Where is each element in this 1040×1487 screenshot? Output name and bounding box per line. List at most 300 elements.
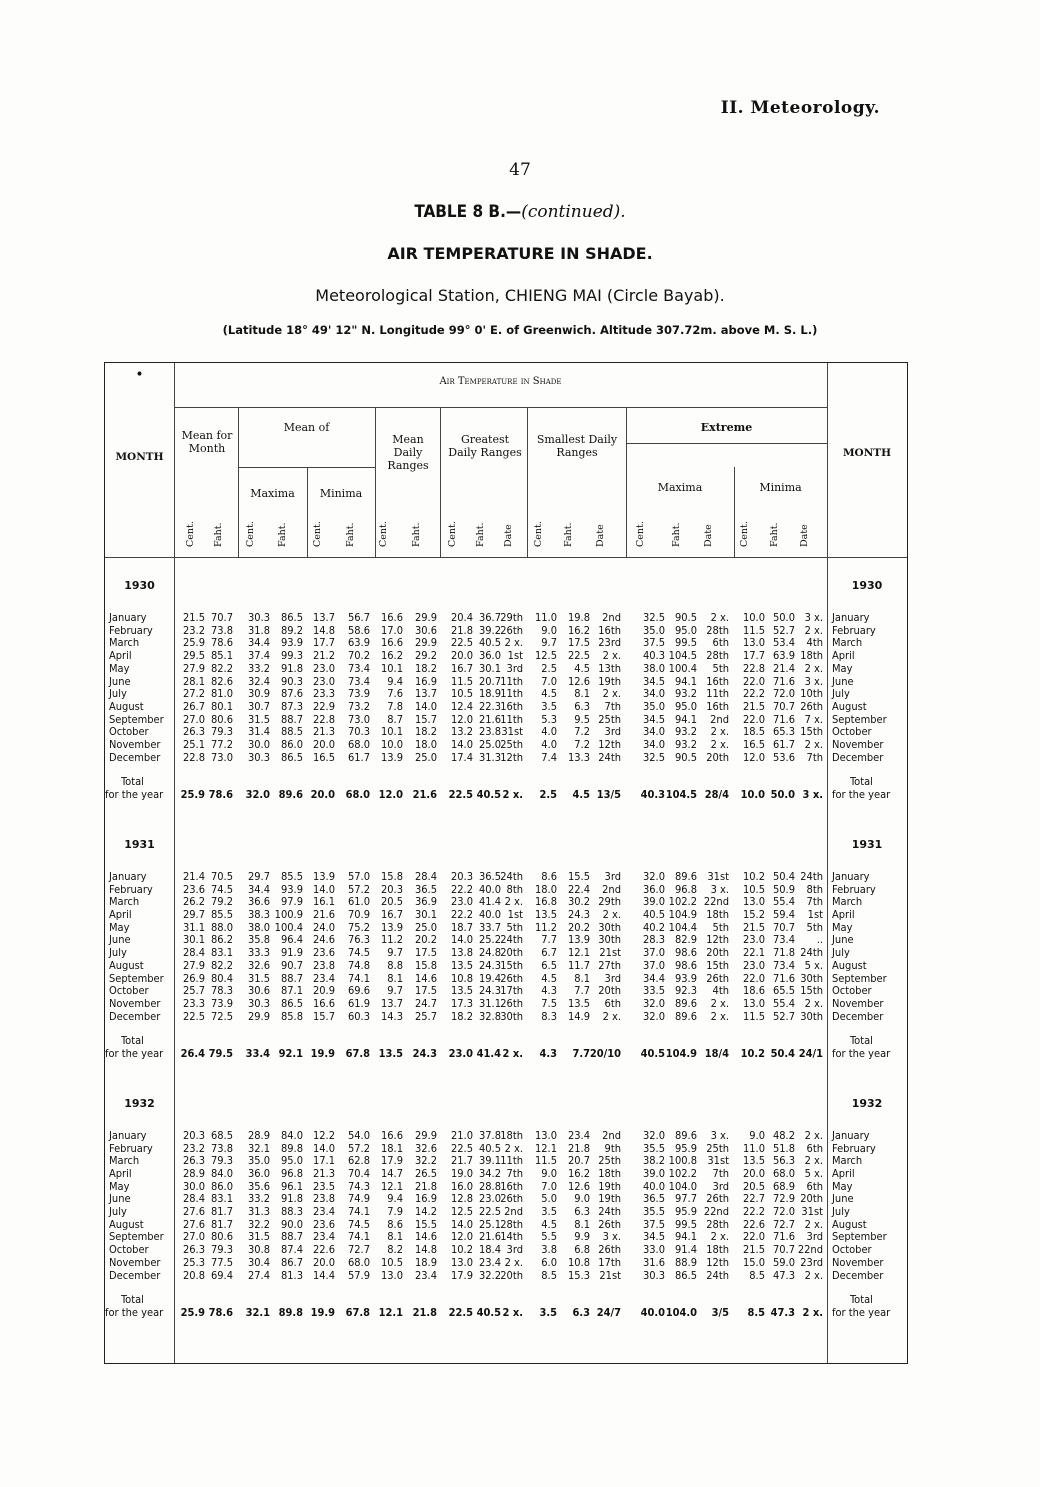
mean-of-header: Mean of [283,421,330,434]
month-label-right: March [832,1154,863,1168]
table-cell: 18th [500,1128,523,1142]
table-cell: 14.6 [414,971,437,985]
table-cell: 10.2 [450,1243,473,1257]
table-cell: 104.0 [668,1179,697,1193]
table-cell: 29.9 [414,611,437,624]
table-row [105,1192,907,1205]
table-cell: 24.3 [567,908,590,921]
table-cell: 35.0 [642,623,665,637]
table-cell: 11.5 [742,1009,765,1023]
table-cell: 21.5 [742,920,765,934]
table-cell: 59.4 [772,908,795,921]
month-label: July [109,1205,127,1218]
table-row [105,997,907,1010]
table-cell: 93.9 [280,636,303,650]
table-cell: 30.4 [247,1255,270,1269]
table-cell: 14.0 [312,1141,335,1155]
temperature-table [104,362,908,1364]
table-cell: 34.0 [642,738,665,751]
table-cell: 1st [507,908,523,921]
table-cell: 68.0 [772,1166,795,1180]
month-label-right: November [832,1255,884,1269]
table-cell: 78.6 [208,1305,233,1319]
month-label-right: August [832,1217,867,1231]
extreme-header: Extreme [700,421,753,434]
table-cell: 15.5 [567,869,590,883]
table-cell: 15th [800,725,823,739]
table-cell: 6th [712,636,729,650]
table-cell: 24th [598,1205,621,1218]
table-cell: 11.7 [567,958,590,972]
table-cell: 93.2 [674,687,697,701]
table-cell: 22.4 [567,882,590,896]
table-cell: 30th [598,920,621,934]
table-cell: 23.5 [312,1179,335,1193]
total-row [105,1306,907,1319]
table-cell: 28.9 [182,1166,205,1180]
table-cell: 18.6 [742,984,765,998]
table-cell: 2 x. [804,1268,823,1282]
table-cell: 22.5 [448,1305,473,1319]
table-cell: 96.8 [280,1166,303,1180]
table-cell: 79.3 [210,1154,233,1168]
table-cell: 30.3 [247,750,270,764]
table-cell: 18.4 [478,1243,501,1257]
station-name: Meteorological Station, CHIENG MAI (Circle Bayab). [315,286,725,305]
table-cell: 21.8 [450,623,473,637]
table-cell: 26.3 [182,725,205,739]
table-cell: 23.0 [312,674,335,688]
table-cell: 37.4 [247,649,270,663]
table-cell: 34.4 [642,971,665,985]
table-cell: 18.0 [414,738,437,751]
table-cell: 88.9 [674,1255,697,1269]
table-cell: 12th [598,738,621,751]
month-label-right: May [832,661,853,675]
table-cell: 83.1 [210,946,233,960]
table-cell: 16th [500,699,523,713]
month-label: March [109,636,140,650]
table-cell: 6.7 [541,946,557,960]
table-cell: 4.5 [541,971,557,985]
table-cell: 11th [706,687,729,701]
table-cell: 16.5 [312,750,335,764]
month-label-right: February [832,882,876,896]
total-label-left: Total [121,775,144,789]
table-row [105,624,907,637]
table-cell: 30th [800,1009,823,1023]
table-cell: 16.6 [380,1128,403,1142]
table-cell: 20.2 [414,933,437,947]
table-cell: 11.2 [534,920,557,934]
table-cell: 17.7 [312,636,335,650]
table-cell: 26th [800,699,823,713]
table-cell: 5th [712,920,729,934]
table-cell: 23.0 [312,661,335,675]
extreme-maxima-header: Maxima [657,481,703,494]
table-cell: 13.7 [312,611,335,624]
page-number: 47 [509,160,531,180]
month-label: October [109,984,149,998]
unit-label-cent: Cent. [739,521,750,547]
table-cell: 78.3 [210,984,233,998]
month-label-right: October [832,725,872,739]
table-cell: 31.5 [247,712,270,726]
table-cell: 22.9 [312,699,335,713]
table-cell: 8.8 [387,958,403,972]
table-cell: 28.8 [478,1179,501,1193]
table-cell: 22.0 [742,712,765,726]
month-column-header-right: MONTH [842,447,892,459]
table-cell: 27th [598,958,621,972]
table-cell: 3rd [506,661,523,675]
table-cell: 35.5 [642,1205,665,1218]
table-cell: 50.4 [772,869,795,883]
table-cell: 88.7 [280,1230,303,1244]
table-subject: AIR TEMPERATURE IN SHADE. [387,244,653,263]
month-label-right: December [832,750,884,764]
table-cell: 73.4 [347,661,370,675]
table-cell: 74.1 [347,1230,370,1244]
table-row [105,1269,907,1282]
table-cell: 14.8 [414,1243,437,1257]
table-cell: 20.0 [742,1166,765,1180]
table-cell: 16th [500,1179,523,1193]
month-label: for the year [105,787,164,801]
table-cell: 28.3 [642,933,665,947]
table-cell: 61.9 [347,996,370,1010]
table-cell: 2 x. [602,1009,621,1023]
table-cell: 10.8 [450,971,473,985]
table-cell: 10th [800,687,823,701]
table-cell: 10.1 [380,725,403,739]
table-cell: 73.0 [347,712,370,726]
table-cell: 4.5 [541,1217,557,1231]
table-cell: 89.2 [280,623,303,637]
month-label: April [109,908,132,921]
month-label: May [109,1179,130,1193]
table-cell: 36.5 [414,882,437,896]
table-cell: 31st [501,725,523,739]
table-cell: 23.8 [312,1192,335,1206]
table-cell: 8.1 [387,1230,403,1244]
table-cell: 6.3 [574,1205,590,1218]
table-cell: 16.5 [742,738,765,751]
table-cell: 32.8 [478,1009,501,1023]
table-cell: 34.2 [478,1166,501,1180]
table-cell: 100.4 [274,920,303,934]
table-cell: 9.0 [541,623,557,637]
table-cell: 30.1 [182,933,205,947]
table-cell: 16.8 [534,895,557,909]
table-cell: 89.6 [278,787,303,801]
table-cell: 20.2 [567,920,590,934]
table-cell: 23.4 [567,1128,590,1142]
table-cell: 21st [599,946,621,960]
unit-label-date: Date [595,524,606,547]
month-label: May [109,920,130,934]
table-cell: 20.0 [310,787,335,801]
table-cell: 25.3 [182,1255,205,1269]
table-cell: 88.0 [210,920,233,934]
table-cell: 22nd [797,1243,823,1257]
table-cell: 22.0 [742,674,765,688]
table-cell: 37.5 [642,636,665,650]
table-cell: 13.5 [742,1154,765,1168]
table-cell: 41.4 [476,1046,501,1060]
table-cell: 28th [706,623,729,637]
table-cell: 36.5 [642,1192,665,1206]
table-cell: 22.6 [312,1243,335,1257]
table-cell: 20th [706,750,729,764]
table-cell: 19th [598,1192,621,1206]
table-cell: 40.5 [640,1046,665,1060]
table-cell: 14.0 [312,882,335,896]
table-cell: 14.4 [312,1268,335,1282]
table-cell: 82.6 [210,674,233,688]
table-cell: 20.3 [182,1128,205,1142]
table-cell: 72.0 [772,1205,795,1218]
table-cell: 89.6 [674,1128,697,1142]
table-cell: 3.5 [539,1305,557,1319]
table-cell: 39.0 [642,895,665,909]
table-cell: 68.9 [772,1179,795,1193]
table-cell: 23.6 [312,1217,335,1231]
table-cell: 57.0 [347,869,370,883]
table-cell: 33.7 [478,920,501,934]
unit-label-faht: Faht. [411,522,422,547]
table-cell: 73.9 [210,996,233,1010]
table-cell: 13.5 [450,984,473,998]
table-cell: 39.2 [478,623,501,637]
table-cell: 14.0 [450,1217,473,1231]
table-cell: 7th [506,1166,523,1180]
table-cell: 51.8 [772,1141,795,1155]
month-label-right: April [832,649,855,663]
month-label: December [109,750,161,764]
table-cell: 19th [598,674,621,688]
table-cell: 22.8 [742,661,765,675]
table-cell: 30.6 [414,623,437,637]
year-heading: 1931 [124,837,155,851]
table-cell: 23rd [800,1255,823,1269]
table-cell: 24.3 [478,958,501,972]
table-row [105,883,907,896]
table-cell: 40.2 [642,920,665,934]
table-cell: 24.7 [414,996,437,1010]
unit-label-date: Date [799,524,810,547]
table-cell: 9.7 [387,946,403,960]
table-cell: 18.0 [534,882,557,896]
month-label: January [109,1128,147,1142]
table-cell: 93.2 [674,725,697,739]
table-cell: 96.4 [280,933,303,947]
table-cell: 99.3 [280,649,303,663]
table-cell: 16.7 [450,661,473,675]
table-cell: 2 x. [710,1230,729,1244]
table-cell: 28.1 [182,674,205,688]
table-cell: 11th [500,674,523,688]
table-cell: 25.9 [180,787,205,801]
table-cell: 22nd [703,1205,729,1218]
unit-label-cent: Cent. [635,521,646,547]
table-cell: 32.1 [245,1305,270,1319]
table-cell: 11th [500,1154,523,1168]
table-cell: 27.2 [182,687,205,701]
table-cell: 24/7 [596,1305,621,1319]
table-cell: 30.1 [478,661,501,675]
table-cell: 85.5 [280,869,303,883]
table-cell: 97.7 [674,1192,697,1206]
table-cell: 31.6 [642,1255,665,1269]
month-label: December [109,1009,161,1023]
table-cell: 20.7 [478,674,501,688]
table-cell: 3rd [712,1179,729,1193]
table-cell: 84.0 [280,1128,303,1142]
table-cell: 15.2 [742,908,765,921]
table-cell: 26.3 [182,1154,205,1168]
table-cell: 8.2 [387,1243,403,1257]
table-cell: 92.1 [278,1046,303,1060]
table-cell: 97.9 [280,895,303,909]
table-cell: 94.1 [674,712,697,726]
table-cell: 81.7 [210,1217,233,1231]
table-cell: 88.7 [280,712,303,726]
table-cell: 27.0 [182,1230,205,1244]
month-label-right: April [832,1166,855,1180]
month-label: August [109,1217,144,1231]
table-cell: 70.7 [210,611,233,624]
table-row [105,687,907,700]
smallest-header: Smallest Daily Ranges [536,433,618,459]
table-cell: 58.6 [347,623,370,637]
table-cell: 87.1 [280,984,303,998]
table-cell: 22.5 [182,1009,205,1023]
table-cell: 21.5 [182,611,205,624]
table-cell: 89.6 [674,1009,697,1023]
table-cell: 40.5 [476,787,501,801]
table-cell: 13.0 [450,1255,473,1269]
table-row [105,662,907,675]
table-cell: 8.6 [387,1217,403,1231]
table-cell: 80.6 [210,712,233,726]
table-cell: 59.0 [772,1255,795,1269]
table-cell: 74.1 [347,971,370,985]
table-cell: 70.7 [772,1243,795,1257]
table-cell: 76.3 [347,933,370,947]
table-cell: 28th [500,1217,523,1231]
table-cell: 2 x. [502,1046,523,1060]
table-cell: 10.5 [742,882,765,896]
table-cell: 30.6 [247,984,270,998]
table-cell: 21.0 [450,1128,473,1142]
table-cell: 14th [500,1230,523,1244]
table-cell: 74.1 [347,1205,370,1218]
table-cell: 24th [800,946,823,960]
table-cell: 71.6 [772,971,795,985]
table-cell: 96.1 [280,1179,303,1193]
table-cell: 32.5 [642,611,665,624]
table-cell: 34.5 [642,712,665,726]
main-column-header: Air Temperature in Shade [439,376,562,387]
table-cell: 61.0 [347,895,370,909]
table-cell: 34.4 [247,882,270,896]
table-cell: 7.7 [541,933,557,947]
table-cell: 29th [500,611,523,624]
table-cell: 8th [506,882,523,896]
month-column-bullet: • [135,367,144,383]
month-label-right: August [832,958,867,972]
table-cell: 38.0 [642,661,665,675]
table-cell: 26.4 [180,1046,205,1060]
month-label: for the year [105,1046,164,1060]
month-label-right: for the year [832,1305,891,1319]
table-cell: 26.7 [182,699,205,713]
table-cell: 13.9 [567,933,590,947]
table-cell: 88.7 [280,971,303,985]
table-cell: 13.0 [742,636,765,650]
table-cell: 24.0 [312,920,335,934]
table-cell: 30th [800,971,823,985]
table-cell: 2 x. [504,895,523,909]
table-cell: 21.8 [567,1141,590,1155]
table-cell: 5th [712,661,729,675]
table-cell: 28th [706,1217,729,1231]
table-cell: 50.9 [772,882,795,896]
table-cell: 7th [806,895,823,909]
table-cell: 9.0 [749,1128,765,1142]
unit-label-cent: Cent. [533,521,544,547]
unit-label-faht: Faht. [475,522,486,547]
table-cell: 15th [706,958,729,972]
table-cell: 17th [598,1255,621,1269]
table-cell: 63.9 [347,636,370,650]
table-cell: 82.2 [210,661,233,675]
table-cell: 40.5 [476,1305,501,1319]
table-cell: 70.2 [347,649,370,663]
table-row [105,1230,907,1243]
table-row [105,1129,907,1142]
month-label-right: for the year [832,1046,891,1060]
table-cell: 24th [500,869,523,883]
total-label [105,1293,907,1306]
unit-label-faht: Faht. [671,522,682,547]
table-cell: 17.5 [414,946,437,960]
year-heading: 1932 [124,1096,155,1110]
table-cell: 86.5 [674,1268,697,1282]
table-cell: 12.8 [450,1192,473,1206]
table-cell: 73.4 [772,958,795,972]
table-cell: 2 x. [710,1009,729,1023]
table-cell: 21st [599,1268,621,1282]
table-cell: 6th [806,1179,823,1193]
table-cell: 30.8 [247,1243,270,1257]
table-cell: 2.5 [539,787,557,801]
table-cell: 29.9 [414,1128,437,1142]
table-cell: 34.0 [642,725,665,739]
table-cell: 22.8 [312,712,335,726]
table-cell: 31st [801,1205,823,1218]
table-cell: 25.0 [414,750,437,764]
table-cell: 15th [500,958,523,972]
table-cell: 4.5 [572,787,590,801]
month-label: February [109,882,153,896]
table-cell: 30.2 [567,895,590,909]
table-cell: 104.9 [668,908,697,921]
table-cell: 18.5 [742,725,765,739]
table-cell: 16.6 [380,611,403,624]
table-cell: 8.1 [574,971,590,985]
